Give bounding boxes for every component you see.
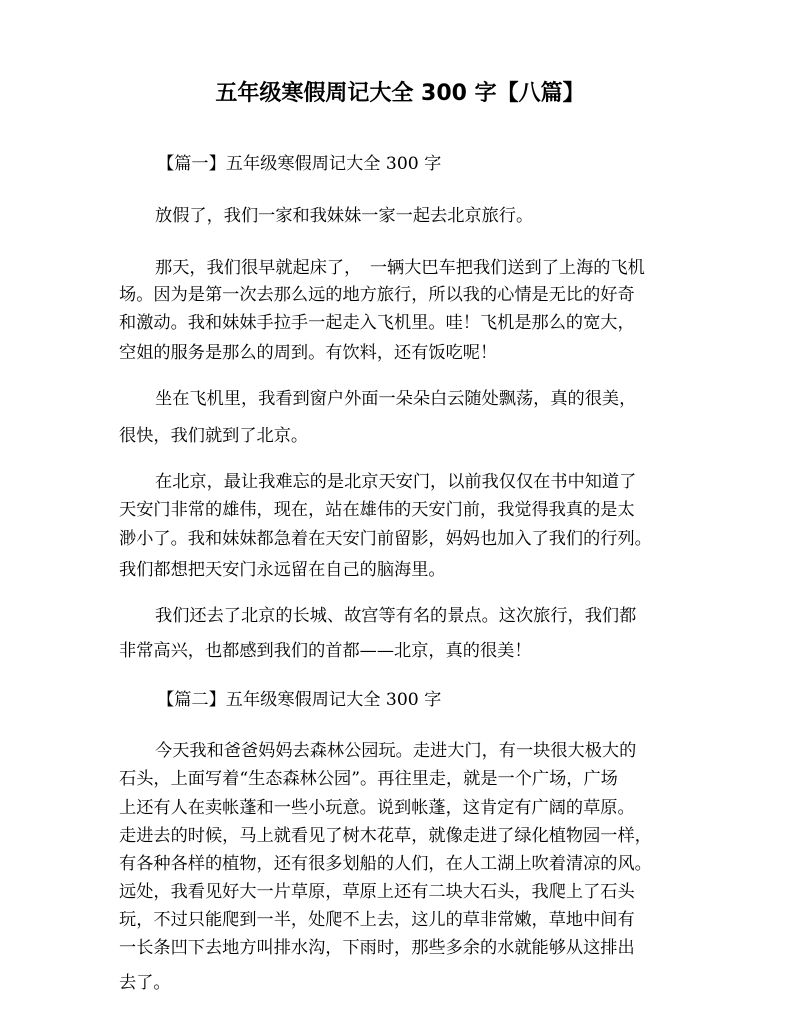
- paragraph-line: 场。因为是第一次去那么远的地方旅行，所以我的心情是无比的好奇: [119, 285, 635, 305]
- paragraph-line: 放假了，我们一家和我妹妹一家一起去北京旅行。: [155, 206, 534, 226]
- paragraph-line: 玩，不过只能爬到一半，处爬不上去，这儿的草非常嫩，草地中间有: [119, 910, 635, 930]
- paragraph-line: 渺小了。我和妹妹都急着在天安门前留影，妈妈也加入了我们的行列。: [119, 529, 652, 549]
- paragraph-line: 非常高兴，也都感到我们的首都——北京，真的很美！: [119, 641, 532, 661]
- paragraph-line: 那天，我们很早就起床了， 一辆大巴车把我们送到了上海的飞机: [155, 258, 645, 278]
- paragraph-line: 坐在飞机里，我看到窗户外面一朵朵白云随处飘荡，真的很美，: [155, 389, 637, 409]
- paragraph-line: 去了。: [119, 973, 171, 993]
- paragraph-line: 我们还去了北京的长城、故宫等有名的景点。这次旅行，我们都: [155, 606, 637, 626]
- paragraph-line: 远处，我看见好大一片草原，草原上还有二块大石头，我爬上了石头: [119, 882, 635, 902]
- paragraph-line: 石头，上面写着“生态森林公园”。再往里走，就是一个广场，广场: [119, 769, 618, 789]
- section-heading-1: 【篇一】五年级寒假周记大全 300 字: [157, 154, 442, 174]
- paragraph-line: 我们都想把天安门永远留在自己的脑海里。: [119, 560, 446, 580]
- paragraph-line: 有各种各样的植物，还有很多划船的人们，在人工湖上吹着清凉的风。: [119, 854, 652, 874]
- paragraph-line: 和激动。我和妹妹手拉手一起走入飞机里。哇！飞机是那么的宽大，: [119, 313, 635, 333]
- paragraph-line: 空姐的服务是那么的周到。有饮料，还有饭吃呢！: [119, 343, 498, 363]
- paragraph-line: 一长条凹下去地方叫排水沟，下雨时，那些多余的水就能够从这排出: [119, 938, 635, 958]
- paragraph-line: 在北京，最让我难忘的是北京天安门，以前我仅仅在书中知道了: [155, 472, 637, 492]
- paragraph-line: 天安门非常的雄伟，现在，站在雄伟的天安门前，我觉得我真的是太: [119, 500, 635, 520]
- paragraph-line: 走进去的时候，马上就看见了树木花草，就像走进了绿化植物园一样，: [119, 826, 652, 846]
- paragraph-line: 很快，我们就到了北京。: [119, 426, 309, 446]
- paragraph-line: 上还有人在卖帐蓬和一些小玩意。说到帐蓬，这肯定有广阔的草原。: [119, 798, 635, 818]
- document-title: 五年级寒假周记大全 300 字【八篇】: [215, 81, 585, 106]
- paragraph-line: 今天我和爸爸妈妈去森林公园玩。走进大门，有一块很大极大的: [155, 741, 637, 761]
- section-heading-2: 【篇二】五年级寒假周记大全 300 字: [157, 690, 442, 710]
